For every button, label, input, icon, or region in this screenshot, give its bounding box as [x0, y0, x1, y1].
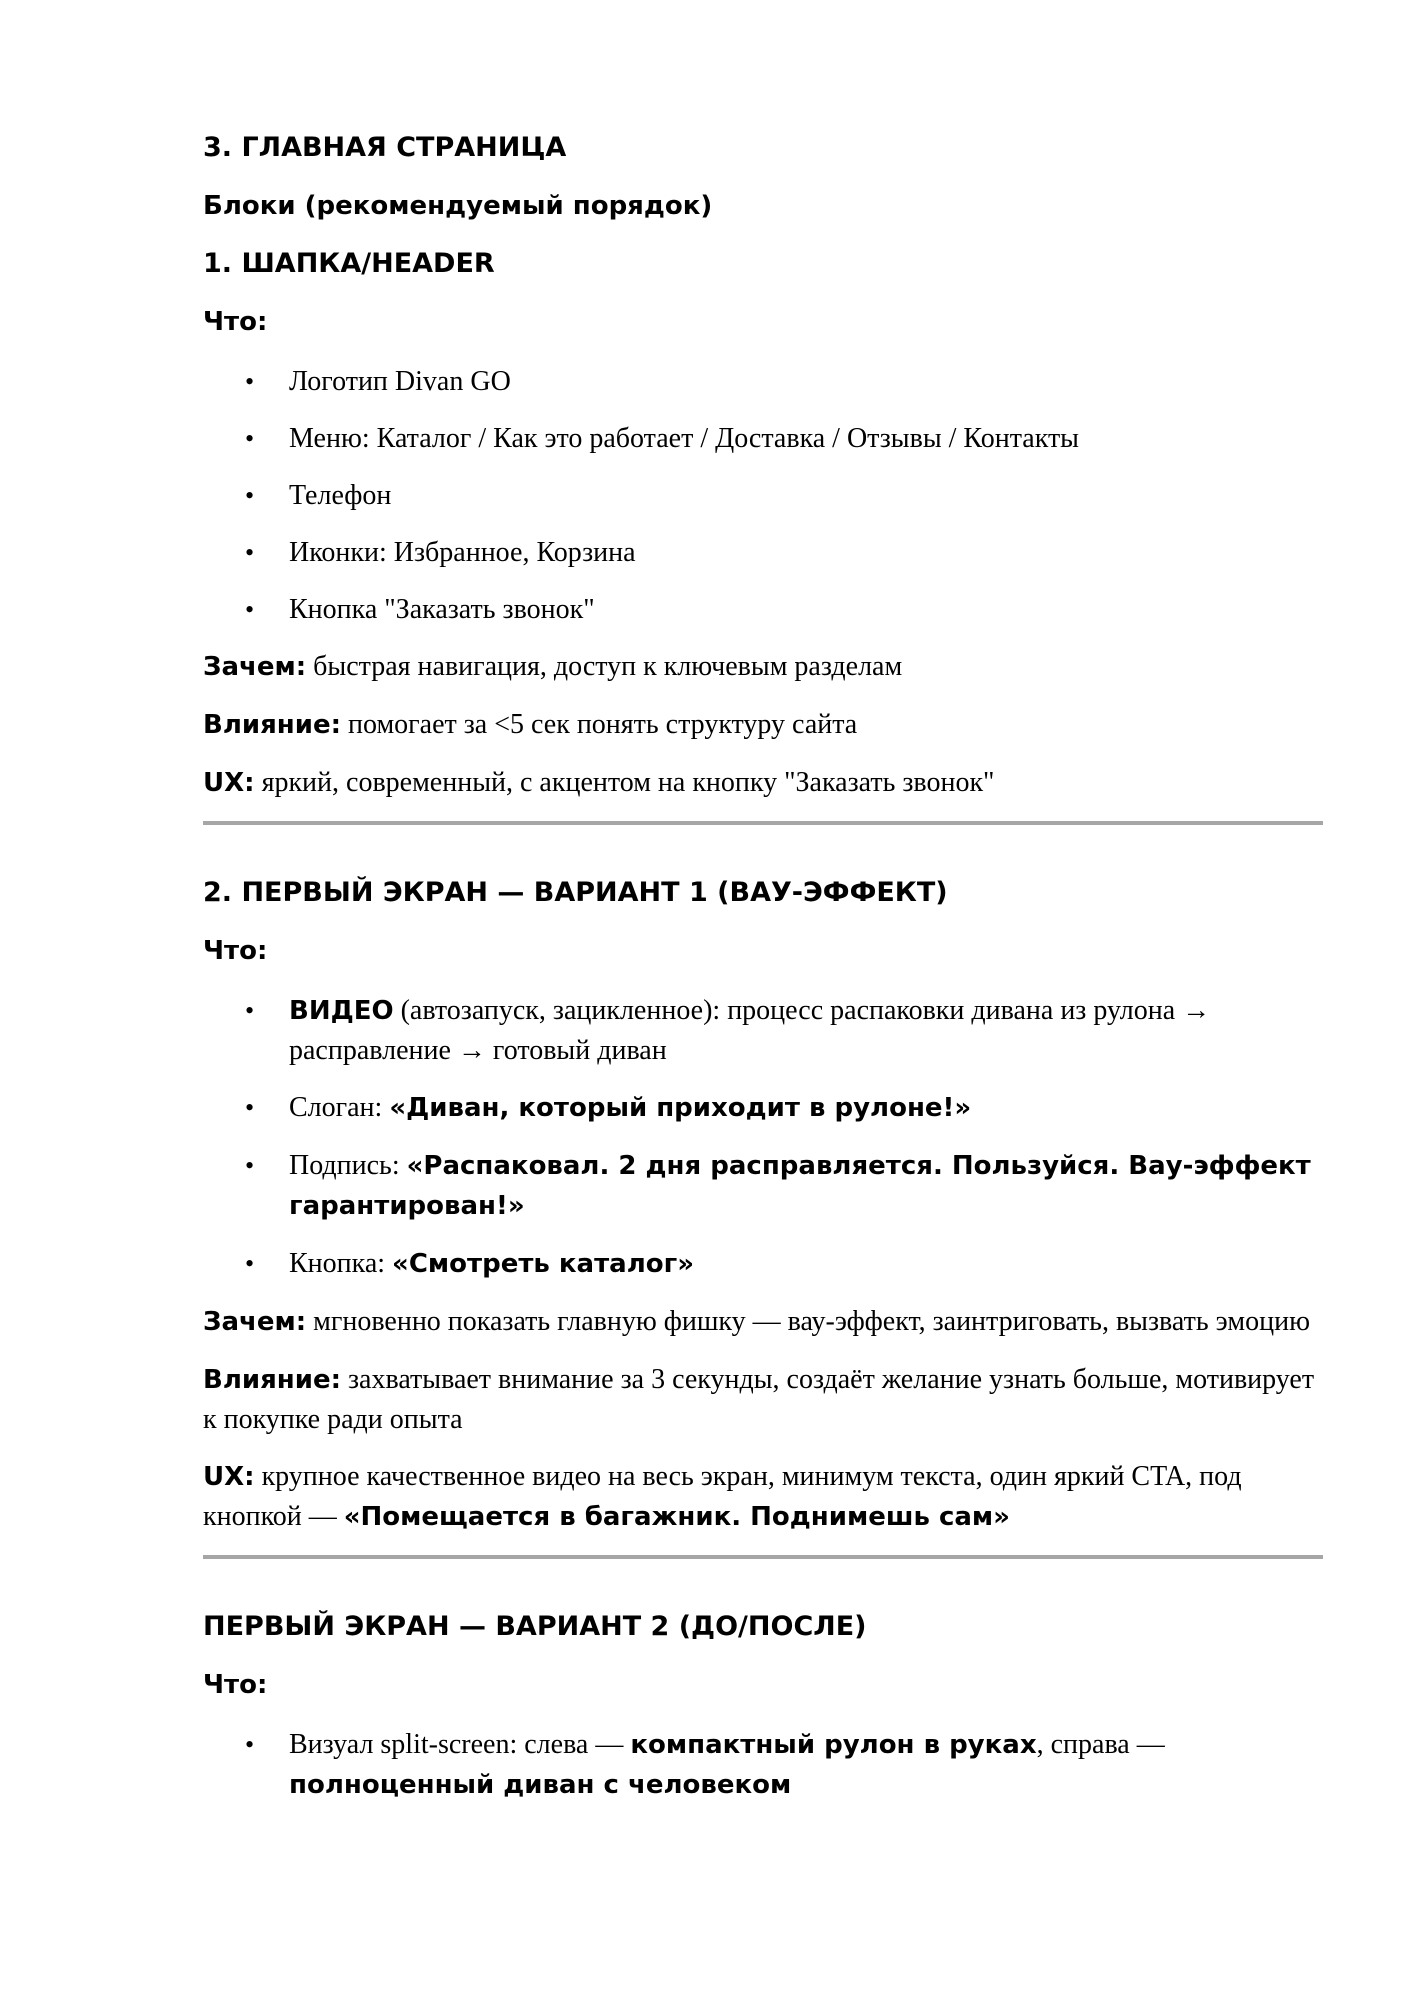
item-bold: «Распаковал. 2 дня расправляется. Пользуйся. Вау-эффект гарантирован!»	[289, 1151, 1311, 1221]
impact-text: помогает за <5 сек понять структуру сайта	[341, 709, 858, 740]
list-item: • Логотип Divan GO	[203, 362, 1323, 401]
section-hero-v1-items	[203, 991, 1323, 1284]
why-text: мгновенно показать главную фишку — вау-эффект, заинтриговать, вызвать эмоцию	[306, 1306, 1310, 1337]
why-text: быстрая навигация, доступ к ключевым разделам	[306, 651, 903, 682]
section-header-why	[203, 647, 1323, 687]
impact-text: захватывает внимание за 3 секунды, создаёт желание узнать больше, мотивирует к покупке ради опыта	[203, 1364, 1315, 1435]
section-hero-v2-what-label: Что:	[203, 1670, 268, 1700]
ux-label: UX:	[203, 1462, 255, 1492]
list-item: • Меню: Каталог / Как это работает / Доставка / Отзывы / Контакты	[203, 419, 1323, 458]
section-header-title: 1. ШАПКА/HEADER	[203, 248, 495, 279]
section-divider	[203, 821, 1323, 825]
page-title: 3. ГЛАВНАЯ СТРАНИЦА	[203, 132, 567, 163]
list-item	[203, 1244, 1323, 1284]
item-text: Подпись:	[289, 1150, 407, 1181]
document-content	[203, 130, 1323, 1823]
section-header-impact	[203, 705, 1323, 745]
list-item: • Кнопка "Заказать звонок"	[203, 590, 1323, 629]
section-hero-v1-what-label: Что:	[203, 936, 268, 966]
ux-bold: «Помещается в багажник. Поднимешь сам»	[343, 1502, 1010, 1532]
section-hero-v1-title: 2. ПЕРВЫЙ ЭКРАН — ВАРИАНТ 1 (ВАУ-ЭФФЕКТ)	[203, 877, 948, 908]
section-header-what-label: Что:	[203, 307, 268, 337]
why-label: Зачем:	[203, 1307, 307, 1337]
list-item: • Иконки: Избранное, Корзина	[203, 533, 1323, 572]
impact-label: Влияние:	[203, 710, 341, 740]
item-bold: полноценный диван с человеком	[289, 1770, 792, 1800]
list-item	[203, 1725, 1323, 1805]
list-item	[203, 1088, 1323, 1128]
ux-label: UX:	[203, 768, 255, 798]
list-item: • Телефон	[203, 476, 1323, 515]
section-hero-v1-why	[203, 1302, 1323, 1342]
item-text: Кнопка:	[289, 1248, 393, 1279]
blocks-heading: Блоки (рекомендуемый порядок)	[203, 191, 713, 221]
list-item	[203, 991, 1323, 1070]
item-bold: ВИДЕО	[289, 996, 394, 1026]
section-hero-v2-items	[203, 1725, 1323, 1805]
item-bold: компактный рулон в руках	[630, 1730, 1037, 1760]
section-divider	[203, 1555, 1323, 1559]
item-text: (автозапуск, зацикленное): процесс распаковки дивана из рулона → расправление → готовый диван	[289, 995, 1211, 1066]
why-label: Зачем:	[203, 652, 307, 682]
item-text: , справа —	[1036, 1729, 1165, 1760]
impact-label: Влияние:	[203, 1365, 341, 1395]
section-hero-v1-ux	[203, 1457, 1323, 1537]
list-item	[203, 1146, 1323, 1226]
item-bold: «Диван, который приходит в рулоне!»	[389, 1093, 972, 1123]
ux-text: крупное качественное видео на весь экран, минимум текста, один яркий CTA, под кнопкой —	[203, 1461, 1242, 1532]
item-text: Слоган:	[289, 1092, 390, 1123]
section-header-ux	[203, 763, 1323, 803]
ux-text: яркий, современный, с акцентом на кнопку "Заказать звонок"	[254, 767, 995, 798]
section-hero-v2-title: ПЕРВЫЙ ЭКРАН — ВАРИАНТ 2 (ДО/ПОСЛЕ)	[203, 1611, 867, 1642]
item-bold: «Смотреть каталог»	[392, 1249, 694, 1279]
section-header-items	[203, 362, 1323, 629]
item-text: Визуал split-screen: слева —	[289, 1729, 631, 1760]
section-hero-v1-impact	[203, 1360, 1323, 1439]
